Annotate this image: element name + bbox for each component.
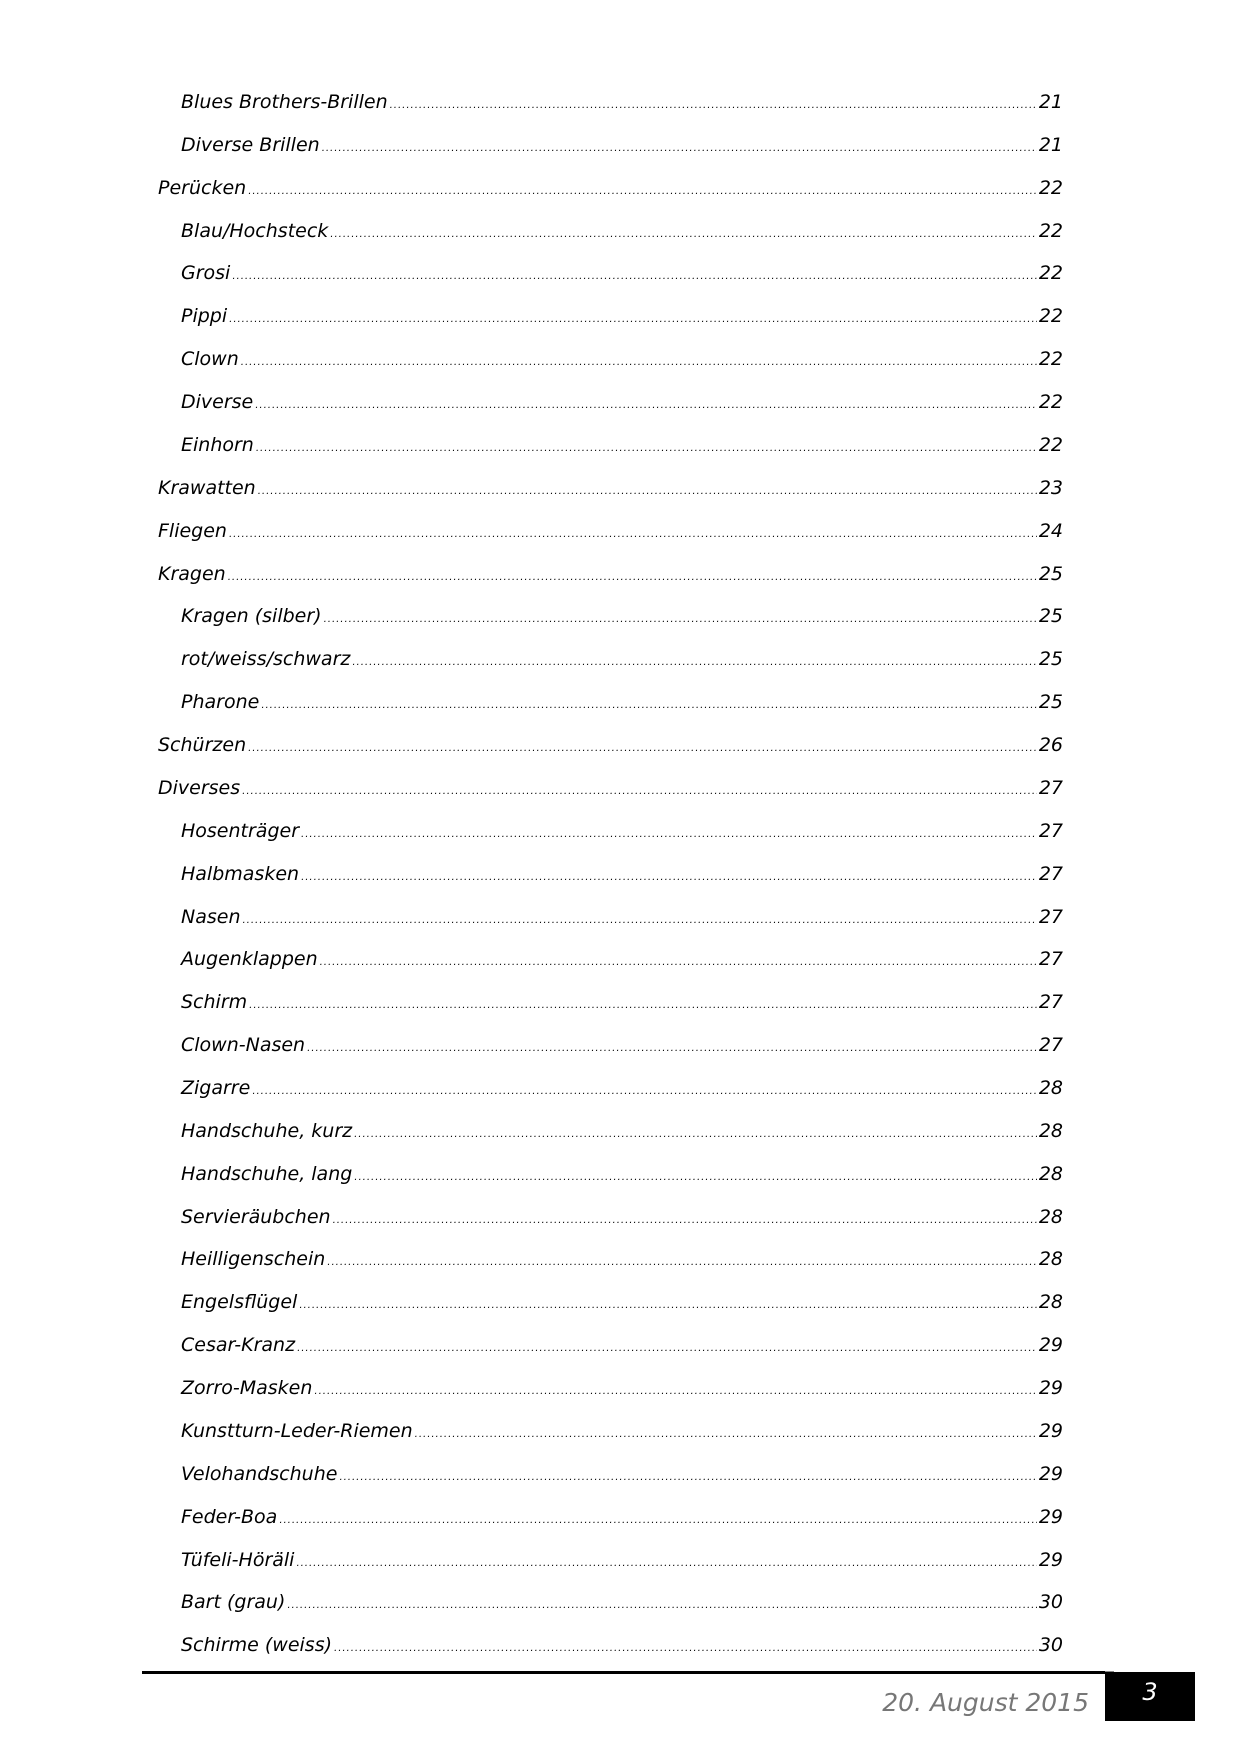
toc-entry-label: Handschuhe, lang [181,1162,353,1185]
toc-entry-label: Bart (grau) [181,1591,286,1614]
toc-entry-label: Zigarre [181,1077,251,1099]
toc-entry[interactable] [181,1077,1063,1107]
toc-entry[interactable] [158,777,1063,807]
dot-leader [255,400,1037,411]
toc-entry-label: Schürzen [158,734,247,757]
toc-entry[interactable] [181,91,1063,121]
toc-entry-page: 29 [1038,1377,1063,1400]
toc-entry[interactable] [158,477,1063,507]
dot-leader [354,1172,1037,1183]
toc-entry-page: 22 [1038,391,1063,414]
dot-leader [339,1472,1036,1483]
toc-entry-page: 29 [1038,1334,1063,1357]
toc-entry-label: Pippi [181,305,228,328]
toc-entry[interactable] [181,348,1063,378]
toc-entry-label: Pharone [181,691,260,714]
toc-entry-page: 25 [1038,605,1063,628]
toc-entry[interactable] [181,1120,1063,1150]
toc-entry[interactable] [181,948,1063,978]
toc-entry[interactable] [181,820,1063,850]
toc-entry-label: Blau/Hochsteck [181,219,329,242]
dot-leader [242,786,1037,797]
toc-entry-page: 27 [1038,948,1063,971]
footer-page-number: 3 [1105,1672,1195,1721]
toc-entry[interactable] [181,1463,1063,1493]
toc-entry-label: Augenklappen [181,948,318,971]
toc-entry-page: 28 [1038,1205,1063,1228]
toc-entry-page: 27 [1038,1034,1063,1057]
toc-entry-label: Clown [181,348,239,371]
toc-entry-label: Blues Brothers-Brillen [181,91,388,113]
dot-leader [352,657,1036,668]
toc-entry[interactable] [181,1163,1063,1193]
toc-entry[interactable] [158,177,1063,207]
toc-entry-page: 27 [1038,862,1063,885]
toc-entry[interactable] [181,134,1063,164]
toc-entry-page: 27 [1038,776,1063,799]
toc-entry-label: Servieräubchen [181,1205,331,1228]
dot-leader [241,357,1037,368]
toc-entry-label: Hosenträger [181,819,300,842]
toc-entry-label: Krawatten [158,476,256,499]
toc-entry[interactable] [181,391,1063,421]
toc-entry-label: Feder-Boa [181,1505,278,1528]
toc-entry[interactable] [158,563,1063,593]
toc-entry-page: 28 [1038,1077,1063,1099]
dot-leader [307,1043,1037,1054]
toc-entry[interactable] [181,1291,1063,1321]
toc-entry-page: 28 [1038,1119,1063,1142]
dot-leader [301,872,1037,883]
toc-entry-page: 23 [1038,476,1063,499]
toc-entry[interactable] [181,305,1063,335]
dot-leader [390,100,1037,111]
toc-entry-page: 22 [1038,262,1063,285]
toc-entry-page: 30 [1038,1634,1063,1657]
toc-entry-label: Handschuhe, kurz [181,1119,353,1142]
toc-entry[interactable] [181,863,1063,893]
toc-entry-page: 28 [1038,1248,1063,1271]
dot-leader [248,743,1037,754]
toc-entry-page: 29 [1038,1419,1063,1442]
toc-entry-label: Engelsflügel [181,1291,298,1314]
toc-entry[interactable] [181,1034,1063,1064]
toc-entry[interactable] [181,1377,1063,1407]
toc-entry-label: Heilligenschein [181,1248,326,1271]
toc-entry-label: rot/weiss/schwarz [181,648,351,671]
dot-leader [299,1300,1036,1311]
dot-leader [229,314,1037,325]
toc-entry-label: Velohandschuhe [181,1462,338,1485]
dot-leader [301,829,1037,840]
dot-leader [287,1600,1036,1611]
toc-entry[interactable] [158,520,1063,550]
toc-entry-page: 22 [1038,433,1063,456]
toc-entry-label: Zorro-Masken [181,1377,313,1400]
toc-entry-label: Einhorn [181,433,254,456]
toc-entry-label: Nasen [181,905,241,928]
dot-leader [320,957,1037,968]
toc-entry-page: 29 [1038,1462,1063,1485]
toc-entry-label: Grosi [181,262,231,285]
toc-entry[interactable] [181,605,1063,635]
toc-entry-label: Halbmasken [181,862,300,885]
toc-entry-page: 25 [1038,562,1063,585]
toc-entry-page: 27 [1038,819,1063,842]
toc-entry-page: 22 [1038,305,1063,328]
dot-leader [243,915,1037,926]
toc-entry-page: 21 [1038,133,1063,156]
toc-entry-page: 26 [1038,734,1063,757]
toc-entry[interactable] [181,220,1063,250]
toc-entry-page: 29 [1038,1505,1063,1528]
toc-entry-page: 27 [1038,905,1063,928]
toc-entry-page: 27 [1038,991,1063,1014]
dot-leader [354,1129,1037,1140]
toc-entry[interactable] [181,1591,1063,1621]
toc-entry[interactable] [181,1420,1063,1450]
toc-entry-page: 24 [1038,519,1063,542]
dot-leader [324,614,1037,625]
toc-entry[interactable] [181,1549,1063,1579]
toc-entry-page: 22 [1038,176,1063,199]
toc-entry[interactable] [181,262,1063,292]
toc-entry[interactable] [181,1334,1063,1364]
toc-entry-label: Clown-Nasen [181,1034,306,1057]
toc-entry-label: Diverse [181,391,254,414]
toc-entry[interactable] [181,1206,1063,1236]
toc-entry[interactable] [181,648,1063,678]
toc-entry-label: Perücken [158,176,247,199]
dot-leader [415,1429,1037,1440]
toc-entry-page: 28 [1038,1162,1063,1185]
dot-leader [322,143,1037,154]
toc-entry-page: 25 [1038,648,1063,671]
dot-leader [248,186,1037,197]
toc-entry[interactable] [181,434,1063,464]
toc-entry-label: Schirm [181,991,248,1014]
dot-leader [296,1558,1036,1569]
toc-entry[interactable] [181,1248,1063,1278]
footer-date: 20. August 2015 [882,1688,1089,1717]
dot-leader [333,1215,1037,1226]
dot-leader [249,1000,1037,1011]
toc-entry-label: Cesar-Kranz [181,1334,296,1357]
toc-entry-page: 25 [1038,691,1063,714]
footer-rule [142,1671,1105,1674]
toc-entry-label: Kragen (silber) [181,605,322,628]
toc-entry-page: 29 [1038,1548,1063,1571]
dot-leader [258,486,1037,497]
dot-leader [256,443,1037,454]
toc-entry-label: Schirme (weiss) [181,1634,333,1657]
toc-entry-page: 22 [1038,348,1063,371]
toc-entry[interactable] [181,1634,1063,1664]
toc-entry-label: Fliegen [158,519,227,542]
dot-leader [314,1386,1036,1397]
dot-leader [252,1086,1037,1097]
dot-leader [279,1515,1037,1526]
toc-entry-page: 22 [1038,219,1063,242]
toc-entry[interactable] [158,734,1063,764]
dot-leader [334,1643,1037,1654]
dot-leader [229,529,1037,540]
toc-entry-label: Diverse Brillen [181,133,320,156]
toc-entry-page: 21 [1038,91,1063,113]
toc-entry-label: Kunstturn-Leder-Riemen [181,1419,413,1442]
dot-leader [327,1257,1037,1268]
toc-entry[interactable] [181,991,1063,1021]
toc-entry[interactable] [181,1506,1063,1536]
toc-entry-page: 30 [1038,1591,1063,1614]
dot-leader [232,271,1036,282]
toc-entry-label: Tüfeli-Höräli [181,1548,295,1571]
toc-entry[interactable] [181,906,1063,936]
toc-entry-label: Kragen [158,562,226,585]
toc-entry-page: 28 [1038,1291,1063,1314]
toc-entry[interactable] [181,691,1063,721]
dot-leader [261,700,1037,711]
dot-leader [297,1343,1037,1354]
dot-leader [330,229,1037,240]
dot-leader [228,572,1037,583]
toc-entry-label: Diverses [158,776,241,799]
